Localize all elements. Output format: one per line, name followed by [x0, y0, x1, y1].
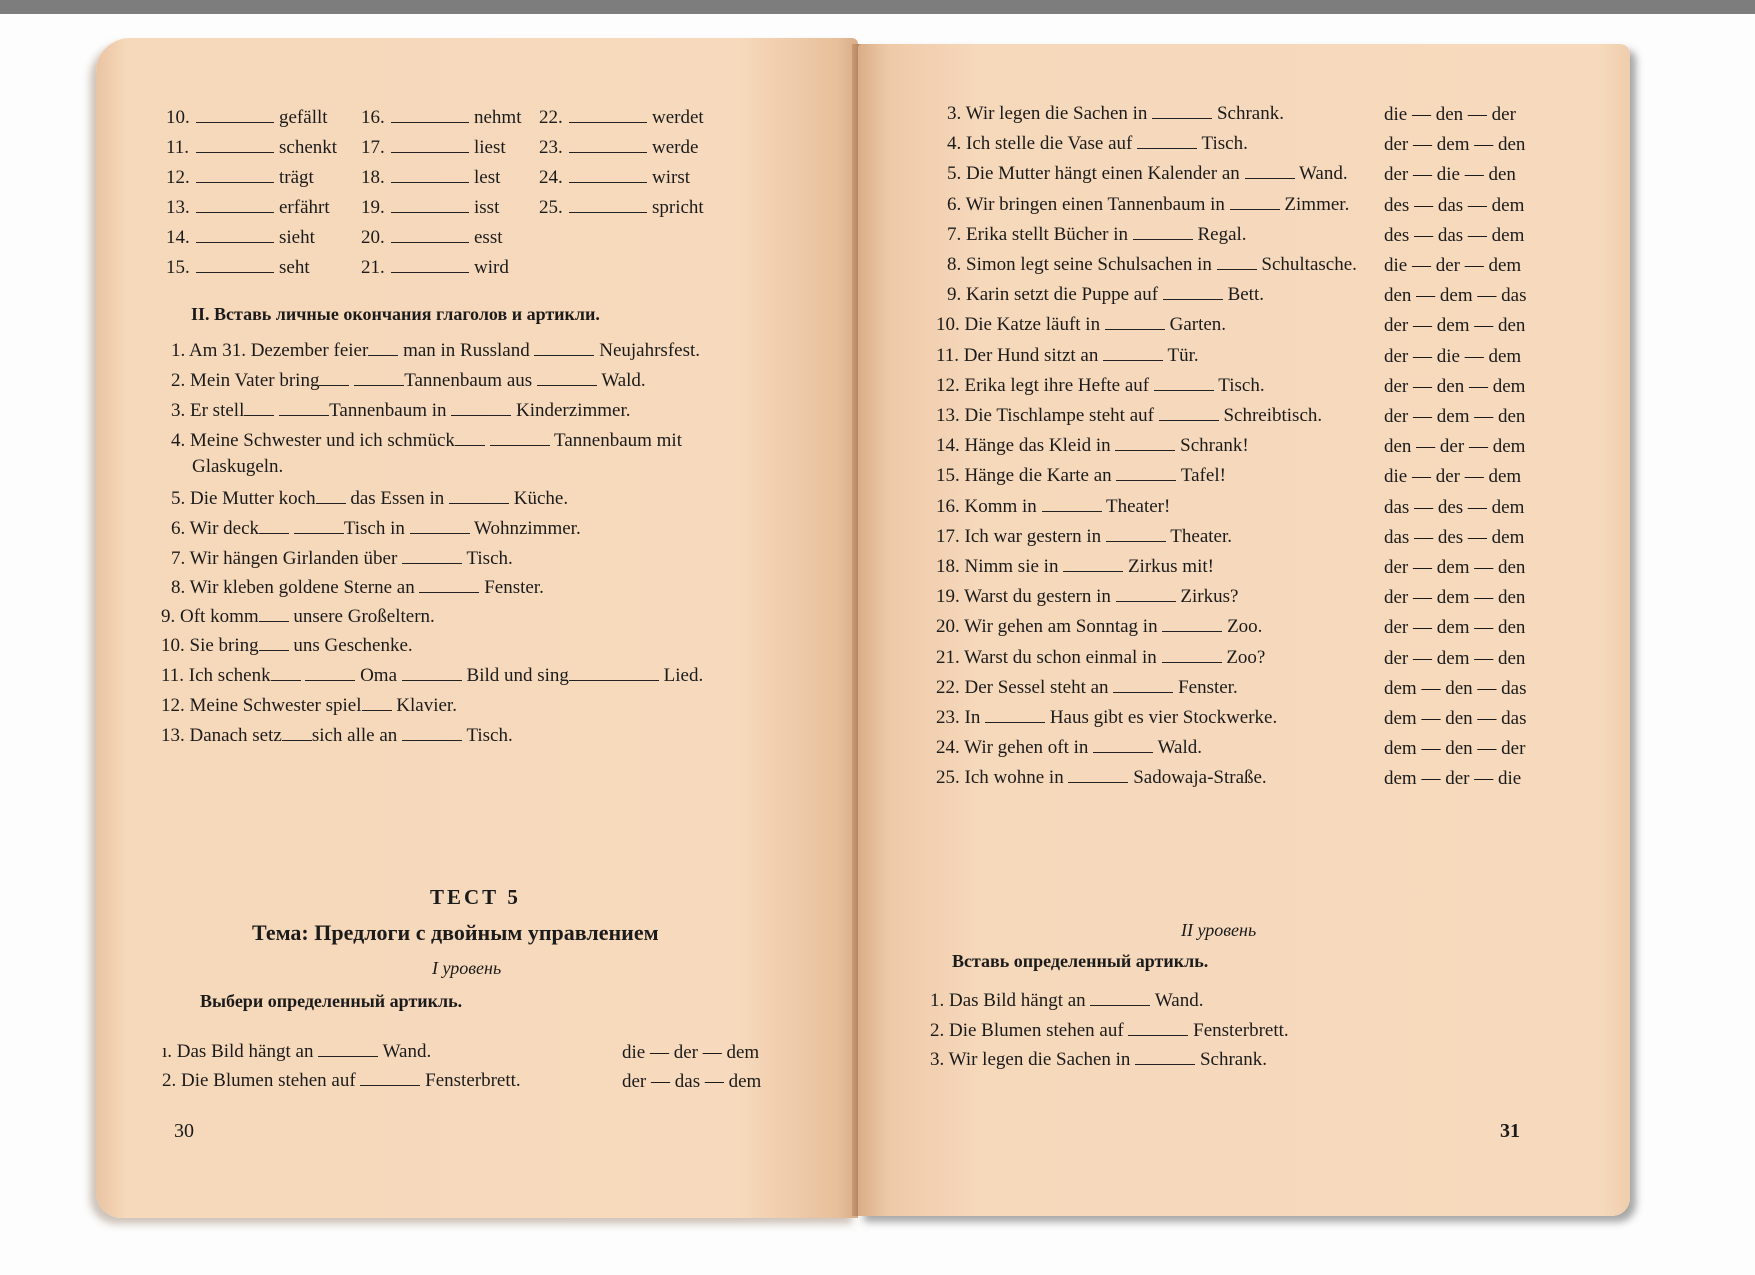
sentence-text: Fenster.	[1173, 676, 1238, 698]
verb-form: spricht	[652, 197, 704, 218]
test-question	[936, 434, 1249, 457]
article-options: der — den — dem	[1384, 375, 1526, 397]
article-options: dem — der — die	[1384, 768, 1522, 790]
test-question	[947, 162, 1348, 185]
grid-entry	[361, 106, 522, 129]
fill-in-blank[interactable]	[569, 166, 647, 183]
test-question	[947, 193, 1349, 216]
item-number: 10.	[166, 107, 190, 128]
fill-in-blank[interactable]	[1115, 434, 1175, 451]
sentence-text: 14. Hänge das Kleid in	[936, 435, 1116, 457]
exercise-sentence	[161, 694, 457, 717]
sentence-text: Theater!	[1101, 495, 1171, 517]
fill-in-blank[interactable]	[569, 106, 647, 123]
fill-in-blank[interactable]	[1162, 646, 1222, 663]
verb-form: werdet	[652, 107, 704, 128]
sentence-text: Schrank.	[1195, 1049, 1267, 1070]
verb-form: esst	[474, 227, 503, 248]
item-number: 25.	[539, 197, 563, 218]
sentence-text: 1. Das Bild hängt an	[930, 990, 1091, 1011]
right-page	[858, 44, 1630, 1216]
fill-in-blank[interactable]	[354, 369, 404, 386]
fill-in-blank[interactable]	[1103, 344, 1163, 361]
sentence-text: 9. Oft komm	[161, 606, 259, 627]
item-number: 15.	[166, 257, 190, 278]
fill-in-blank[interactable]	[1137, 132, 1197, 149]
item-number: 13.	[166, 197, 190, 218]
sentence-text: 3. Er stell	[171, 400, 245, 421]
fill-in-blank[interactable]	[537, 369, 597, 386]
fill-in-blank[interactable]	[985, 706, 1045, 723]
sentence-text: 15. Hänge die Karte an	[936, 465, 1117, 487]
sentence-text: Kinderzimmer.	[511, 400, 631, 421]
sentence-text: Tannenbaum mit	[549, 430, 682, 451]
article-options: der — dem — den	[1384, 647, 1526, 669]
sentence-text: 2. Mein Vater bring	[171, 370, 320, 391]
verb-form: sieht	[279, 227, 315, 248]
test-question	[936, 676, 1238, 699]
verb-form: schenkt	[279, 137, 338, 158]
test-question	[936, 646, 1265, 669]
article-options: die — der — dem	[1384, 466, 1522, 488]
exercise-sentence	[171, 487, 568, 510]
sentence-text: Tisch.	[1213, 374, 1265, 396]
sentence-text: 7. Erika stellt Bücher in	[947, 223, 1133, 245]
fill-in-blank[interactable]	[569, 136, 647, 153]
fill-in-blank[interactable]	[1163, 283, 1223, 300]
sentence-text: 10. Sie bring	[161, 635, 259, 656]
sentence-text: 13. Danach setz	[161, 725, 282, 746]
grid-entry	[166, 196, 330, 219]
article-options: die — der — dem	[1384, 255, 1522, 276]
fill-in-blank[interactable]	[569, 664, 599, 681]
sentence-text: 4. Meine Schwester und ich schmück	[171, 430, 455, 451]
verb-form: wird	[474, 257, 509, 278]
sentence-text: 5. Die Mutter koch	[171, 488, 316, 509]
fill-in-blank[interactable]	[1090, 989, 1150, 1006]
page-number: 30	[174, 1120, 194, 1142]
sentence-text: Garten.	[1164, 314, 1227, 336]
level-label: II уровень	[1181, 920, 1257, 940]
fill-in-blank[interactable]	[319, 369, 349, 386]
fill-in-blank[interactable]	[1106, 525, 1166, 542]
test-question	[936, 495, 1170, 518]
sentence-text: 6. Wir bringen einen Tannenbaum in	[947, 193, 1230, 215]
fill-in-blank[interactable]	[196, 166, 274, 183]
article-options: der — dem — den	[1384, 617, 1526, 639]
level-two-question	[930, 1019, 1289, 1042]
sentence-text: 12. Erika legt ihre Hefte auf	[936, 374, 1154, 396]
verb-form: werde	[652, 137, 699, 158]
sentence-text: 4. Ich stelle die Vase auf	[947, 133, 1138, 155]
sentence-text: 11. Ich schenk	[161, 665, 271, 686]
test-question	[947, 283, 1264, 306]
article-options: der — dem — den	[1384, 134, 1526, 156]
sentence-text: 16. Komm in	[936, 495, 1042, 517]
test-question	[936, 374, 1265, 397]
section-heading: II. Вставь личные окончания глаголов и артикли.	[191, 304, 600, 324]
sentence-text: 1. Am 31. Dezember feier	[171, 340, 369, 361]
sentence-text: Oma	[355, 665, 402, 686]
test-question	[936, 313, 1226, 336]
item-number: 14.	[166, 227, 190, 248]
sentence-text: Fensterbrett.	[1188, 1020, 1289, 1041]
fill-in-blank[interactable]	[244, 399, 274, 416]
fill-in-blank[interactable]	[318, 1040, 378, 1057]
exercise-sentence	[171, 576, 544, 599]
fill-in-blank[interactable]	[360, 1069, 420, 1086]
level-two-question	[930, 1048, 1267, 1071]
fill-in-blank[interactable]	[259, 634, 289, 651]
sentence-text: Tisch in	[343, 518, 410, 539]
exercise-sentence	[192, 456, 283, 478]
fill-in-blank[interactable]	[259, 605, 289, 622]
fill-in-blank[interactable]	[419, 576, 479, 593]
sentence-text: sich alle an	[311, 725, 403, 746]
sentence-text: Zirkus mit!	[1123, 556, 1214, 577]
sentence-text: 24. Wir gehen oft in	[936, 737, 1094, 759]
fill-in-blank[interactable]	[305, 664, 355, 681]
test-question	[947, 132, 1248, 155]
fill-in-blank[interactable]	[362, 694, 392, 711]
sentence-text: Tisch.	[462, 548, 513, 569]
fill-in-blank[interactable]	[1105, 313, 1165, 330]
test-question	[162, 1040, 431, 1063]
grid-entry	[539, 136, 698, 159]
fill-in-blank[interactable]	[1063, 555, 1123, 572]
test-question	[936, 404, 1322, 427]
sentence-text: Wohnzimmer.	[469, 518, 581, 539]
sentence-text: Schultasche.	[1256, 254, 1357, 275]
fill-in-blank[interactable]	[455, 429, 485, 446]
sentence-text: 9. Karin setzt die Puppe auf	[947, 284, 1163, 306]
test-question	[936, 464, 1226, 487]
article-options: des — das — dem	[1384, 224, 1525, 246]
sentence-text: Theater.	[1165, 525, 1233, 547]
verb-form: wirst	[652, 167, 690, 188]
fill-in-blank[interactable]	[402, 547, 462, 564]
grid-entry	[361, 136, 506, 159]
verb-form: trägt	[279, 167, 314, 188]
sentence-text: 3. Wir legen die Sachen in	[947, 103, 1153, 124]
fill-in-blank[interactable]	[391, 256, 469, 273]
sentence-text: 8. Simon legt seine Schulsachen in	[947, 254, 1217, 275]
test-question	[936, 736, 1202, 759]
fill-in-blank[interactable]	[391, 136, 469, 153]
fill-in-blank[interactable]	[196, 196, 274, 213]
fill-in-blank[interactable]	[569, 196, 647, 213]
sentence-text: Glaskugeln.	[192, 456, 284, 477]
sentence-text: Zoo?	[1221, 646, 1266, 668]
fill-in-blank[interactable]	[1154, 374, 1214, 391]
item-number: 19.	[361, 197, 385, 218]
article-options: der — dem — den	[1384, 587, 1526, 609]
test-topic: Тема: Предлоги с двойным управлением	[252, 920, 659, 945]
sentence-text: 23. In	[936, 707, 986, 728]
item-number: 24.	[539, 167, 563, 188]
fill-in-blank[interactable]	[1245, 162, 1295, 179]
fill-in-blank[interactable]	[1116, 585, 1176, 602]
item-number: 20.	[361, 227, 385, 248]
article-options: dem — den — das	[1384, 708, 1527, 729]
sentence-text: unsere Großeltern.	[288, 606, 435, 627]
sentence-text: Schreibtisch.	[1218, 405, 1323, 426]
article-options: des — das — dem	[1384, 194, 1525, 216]
fill-in-blank[interactable]	[1116, 464, 1176, 481]
sentence-text: man in Russland	[398, 340, 535, 361]
exercise-sentence	[161, 634, 413, 657]
fill-in-blank[interactable]	[451, 399, 511, 416]
sentence-text: 17. Ich war gestern in	[936, 525, 1106, 547]
item-number: 11.	[166, 137, 190, 158]
grid-entry	[539, 196, 704, 219]
article-options: der — dem — den	[1384, 315, 1526, 337]
verb-form: liest	[474, 137, 506, 158]
sentence-text: 19. Warst du gestern in	[936, 586, 1116, 608]
exercise-sentence	[161, 724, 513, 747]
test-question	[947, 102, 1284, 125]
article-options: dem — den — das	[1384, 677, 1527, 699]
item-number: 17.	[361, 137, 385, 158]
fill-in-blank[interactable]	[534, 339, 594, 356]
exercise-sentence	[161, 605, 435, 628]
grid-entry	[539, 166, 690, 189]
fill-in-blank[interactable]	[410, 517, 470, 534]
fill-in-blank[interactable]	[1113, 676, 1173, 693]
sentence-text: Wand.	[1150, 990, 1204, 1011]
test-question	[162, 1069, 521, 1092]
instruction: Выбери определенный артикль.	[200, 991, 463, 1011]
test-question	[936, 525, 1232, 548]
sentence-text: uns Geschenke.	[288, 635, 413, 656]
verb-form: nehmt	[474, 107, 522, 128]
fill-in-blank[interactable]	[1068, 766, 1128, 783]
sentence-text: Tisch.	[462, 725, 513, 746]
exercise-sentence	[171, 429, 701, 452]
sentence-text: 6. Wir deck	[171, 518, 260, 539]
sentence-text: Tannenbaum aus	[404, 370, 537, 391]
fill-in-blank[interactable]	[196, 226, 274, 243]
fill-in-blank[interactable]	[1162, 615, 1222, 632]
exercise-sentence	[171, 517, 581, 540]
verb-form: isst	[474, 197, 500, 218]
sentence-text: Schrank.	[1212, 103, 1284, 124]
exercise-sentence	[171, 399, 631, 422]
sentence-text: Tür.	[1163, 344, 1199, 366]
grid-entry	[361, 226, 503, 249]
sentence-text: Fensterbrett.	[420, 1070, 521, 1091]
sentence-text: Sadowaja-Straße.	[1128, 767, 1267, 789]
article-options: die — den — der	[1384, 104, 1516, 125]
sentence-text: 5. Die Mutter hängt einen Kalender an	[947, 163, 1245, 185]
grid-entry	[361, 166, 500, 189]
fill-in-blank[interactable]	[391, 196, 469, 213]
sentence-text: 10. Die Katze läuft in	[936, 314, 1105, 336]
scanner-edge	[0, 0, 1755, 14]
fill-in-blank[interactable]	[1217, 253, 1257, 270]
sentence-text: ı. Das Bild hängt an	[162, 1041, 319, 1062]
fill-in-blank[interactable]	[1093, 736, 1153, 753]
sentence-text: Bild und sing	[461, 665, 569, 686]
sentence-text: Schrank!	[1175, 435, 1249, 457]
sentence-text: Tafel!	[1176, 465, 1226, 487]
fill-in-blank[interactable]	[316, 487, 346, 504]
verb-form: erfährt	[279, 197, 330, 218]
grid-entry	[361, 256, 509, 279]
fill-in-blank[interactable]	[1042, 495, 1102, 512]
article-options: das — des — dem	[1384, 526, 1525, 548]
article-options: der — dem — den	[1384, 406, 1526, 427]
verb-form: lest	[474, 167, 501, 188]
fill-in-blank[interactable]	[1135, 1048, 1195, 1065]
sentence-text: Küche.	[509, 488, 569, 509]
exercise-sentence	[171, 369, 646, 392]
article-options: der — die — dem	[1384, 345, 1522, 367]
fill-in-blank[interactable]	[1128, 1019, 1188, 1036]
article-options: dem — den — der	[1384, 738, 1526, 760]
grid-entry	[166, 166, 314, 189]
article-options: den — dem — das	[1384, 285, 1527, 307]
left-page	[96, 38, 858, 1218]
sentence-text: Zirkus?	[1175, 586, 1239, 608]
fill-in-blank[interactable]	[196, 136, 274, 153]
sentence-text: 8. Wir kleben goldene Sterne an	[171, 577, 420, 598]
test-question	[947, 223, 1247, 246]
exercise-sentence	[171, 547, 513, 570]
sentence-text: 18. Nimm sie in	[936, 556, 1064, 577]
sentence-text: Fenster.	[479, 577, 544, 598]
sentence-text: 12. Meine Schwester spiel	[161, 695, 362, 716]
exercise-sentence	[161, 664, 703, 687]
verb-form: seht	[279, 257, 310, 278]
sentence-text: Regal.	[1192, 223, 1247, 245]
sentence-text: Klavier.	[391, 695, 457, 716]
sentence-text: 13. Die Tischlampe steht auf	[936, 405, 1159, 426]
sentence-text: 2. Die Blumen stehen auf	[930, 1020, 1129, 1041]
test-question	[936, 585, 1238, 608]
exercise-sentence	[171, 339, 700, 362]
instruction: Вставь определенный артикль.	[952, 951, 1209, 971]
article-options: das — des — dem	[1384, 496, 1525, 518]
fill-in-blank[interactable]	[368, 339, 398, 356]
fill-in-blank[interactable]	[294, 517, 344, 534]
item-number: 21.	[361, 257, 385, 278]
fill-in-blank[interactable]	[391, 106, 469, 123]
item-number: 16.	[361, 107, 385, 128]
article-options: die — der — dem	[622, 1042, 760, 1063]
article-options: der — dem — den	[1384, 557, 1526, 578]
item-number: 23.	[539, 137, 563, 158]
sentence-text: Haus gibt es vier Stockwerke.	[1045, 707, 1278, 728]
sentence-text: Neujahrsfest.	[594, 340, 701, 361]
fill-in-blank[interactable]	[259, 517, 289, 534]
fill-in-blank[interactable]	[282, 724, 312, 741]
fill-in-blank[interactable]	[1133, 223, 1193, 240]
fill-in-blank[interactable]	[391, 226, 469, 243]
fill-in-blank[interactable]	[1152, 102, 1212, 119]
sentence-text: Tisch.	[1197, 133, 1248, 155]
sentence-text: Wald.	[1153, 737, 1202, 759]
sentence-text: das Essen in	[345, 488, 450, 509]
article-options: der — die — den	[1384, 164, 1516, 186]
test-question	[936, 766, 1267, 789]
sentence-text: 2. Die Blumen stehen auf	[162, 1070, 361, 1091]
test-question	[936, 706, 1277, 729]
sentence-text: 11. Der Hund sitzt an	[936, 344, 1104, 366]
test-question	[947, 253, 1357, 276]
sentence-text: Zoo.	[1222, 616, 1263, 638]
fill-in-blank[interactable]	[402, 724, 462, 741]
sentence-text: Wand.	[378, 1041, 432, 1062]
fill-in-blank[interactable]	[196, 106, 274, 123]
sentence-text: 22. Der Sessel steht an	[936, 676, 1114, 698]
grid-entry	[166, 136, 337, 159]
fill-in-blank[interactable]	[599, 664, 659, 681]
test-question	[936, 615, 1262, 638]
article-options: der — das — dem	[622, 1071, 762, 1092]
fill-in-blank[interactable]	[196, 256, 274, 273]
sentence-text: Tannenbaum in	[329, 400, 452, 421]
verb-form: gefällt	[279, 107, 328, 128]
fill-in-blank[interactable]	[490, 429, 550, 446]
sentence-text: 7. Wir hängen Girlanden über	[171, 548, 403, 569]
fill-in-blank[interactable]	[1230, 193, 1280, 210]
test-question	[936, 344, 1199, 367]
level-label: I уровень	[432, 958, 502, 978]
sentence-text: Wand.	[1294, 163, 1348, 185]
grid-entry	[361, 196, 499, 219]
article-options: den — der — dem	[1384, 436, 1526, 458]
page-number: 31	[1500, 1120, 1520, 1142]
sentence-text: Bett.	[1222, 284, 1264, 306]
item-number: 22.	[539, 107, 563, 128]
fill-in-blank[interactable]	[449, 487, 509, 504]
fill-in-blank[interactable]	[391, 166, 469, 183]
fill-in-blank[interactable]	[271, 664, 301, 681]
fill-in-blank[interactable]	[1159, 404, 1219, 421]
sentence-text: Lied.	[658, 665, 704, 686]
grid-entry	[166, 226, 315, 249]
fill-in-blank[interactable]	[402, 664, 462, 681]
sentence-text: 3. Wir legen die Sachen in	[930, 1049, 1136, 1070]
item-number: 18.	[361, 167, 385, 188]
item-number: 12.	[166, 167, 190, 188]
test-question	[936, 555, 1214, 578]
sentence-text: Wald.	[596, 370, 646, 391]
level-two-question	[930, 989, 1203, 1012]
sentence-text: 20. Wir gehen am Sonntag in	[936, 616, 1163, 638]
test-title: ТЕСТ 5	[430, 885, 521, 909]
fill-in-blank[interactable]	[279, 399, 329, 416]
grid-entry	[166, 106, 328, 129]
sentence-text: 21. Warst du schon einmal in	[936, 646, 1162, 668]
grid-entry	[539, 106, 704, 129]
grid-entry	[166, 256, 310, 279]
sentence-text: 25. Ich wohne in	[936, 767, 1069, 789]
sentence-text: Zimmer.	[1279, 193, 1350, 215]
